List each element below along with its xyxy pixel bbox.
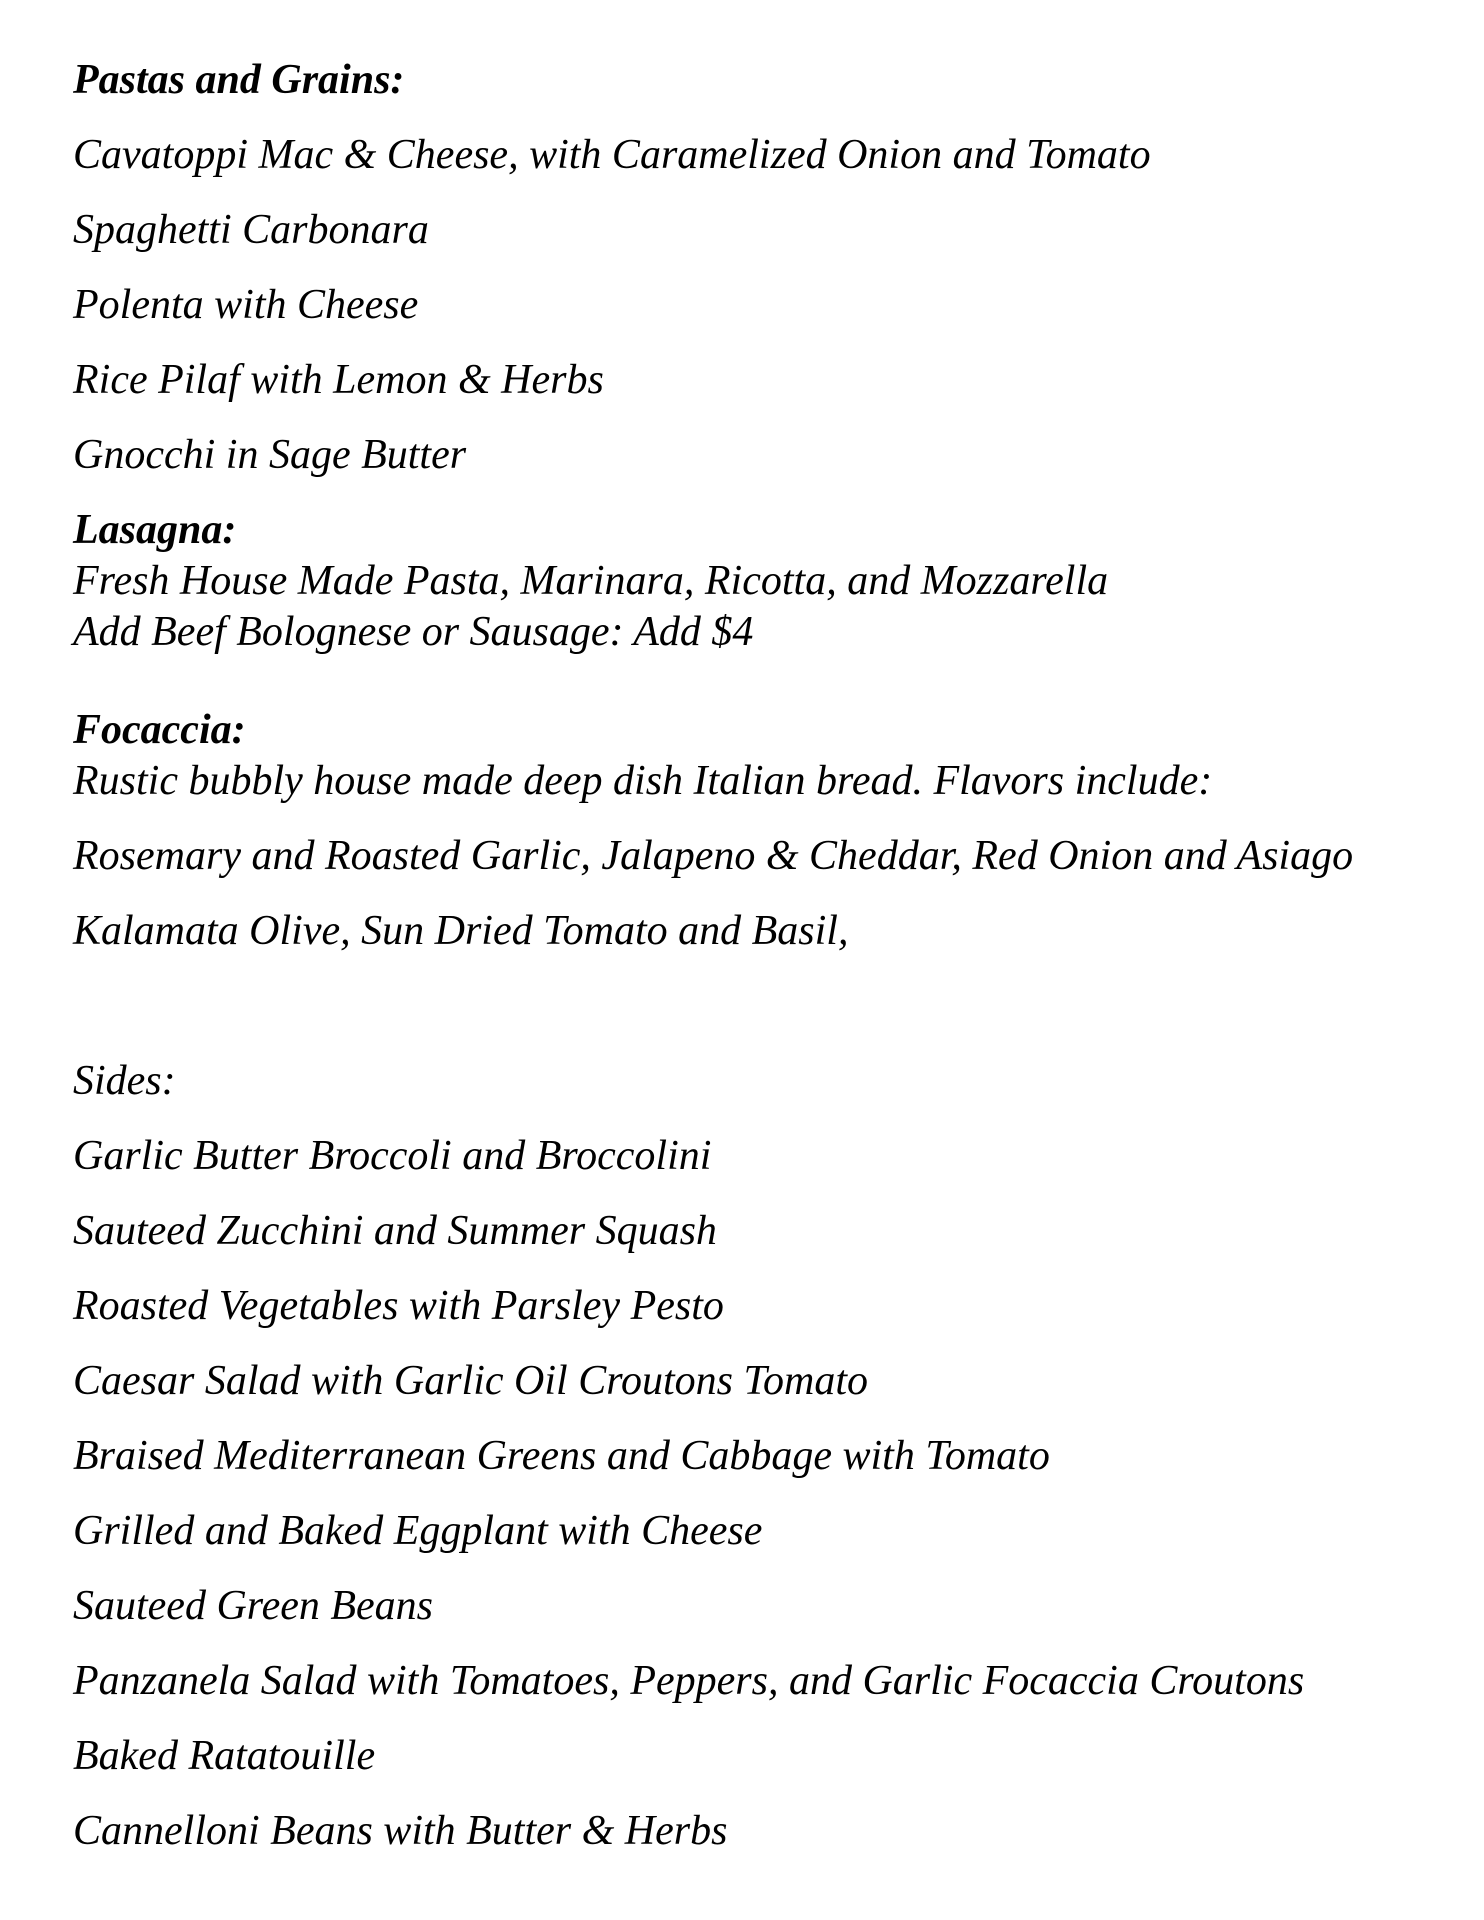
focaccia-flavors: Rosemary and Roasted Garlic, Jalapeno & Cheddar, Red Onion and Asiago: [73, 833, 1354, 879]
side-item: Baked Ratatouille: [73, 1733, 376, 1779]
focaccia-description: Rustic bubbly house made deep dish Italian bread. Flavors include:: [73, 758, 1213, 804]
menu-item: Rice Pilaf with Lemon & Herbs: [73, 357, 604, 403]
menu-item: Spaghetti Carbonara: [73, 207, 429, 253]
sides-heading: Sides:: [73, 1058, 176, 1104]
pastas-grains-heading: Pastas and Grains:: [73, 57, 405, 103]
side-item: Roasted Vegetables with Parsley Pesto: [73, 1283, 724, 1329]
menu-item: Polenta with Cheese: [73, 282, 419, 328]
side-item: Garlic Butter Broccoli and Broccolini: [73, 1133, 712, 1179]
side-item: Panzanela Salad with Tomatoes, Peppers, and Garlic Focaccia Croutons: [73, 1658, 1305, 1704]
menu-page: [73, 0, 1463, 1920]
side-item: Grilled and Baked Eggplant with Cheese: [73, 1508, 763, 1554]
lasagna-description: Fresh House Made Pasta, Marinara, Ricotta, and Mozzarella: [73, 558, 1109, 604]
side-item: Caesar Salad with Garlic Oil Croutons Tomato: [73, 1358, 869, 1404]
focaccia-flavors: Kalamata Olive, Sun Dried Tomato and Basil,: [73, 908, 849, 954]
lasagna-heading: Lasagna:: [73, 507, 237, 553]
focaccia-heading: Focaccia:: [73, 707, 246, 753]
menu-item: Gnocchi in Sage Butter: [73, 432, 467, 478]
lasagna-addon: Add Beef Bolognese or Sausage: Add $4: [73, 609, 754, 655]
side-item: Cannelloni Beans with Butter & Herbs: [73, 1808, 728, 1854]
side-item: Sauteed Green Beans: [73, 1583, 433, 1629]
side-item: Sauteed Zucchini and Summer Squash: [73, 1208, 717, 1254]
side-item: Braised Mediterranean Greens and Cabbage with Tomato: [73, 1433, 1050, 1479]
menu-item: Cavatoppi Mac & Cheese, with Caramelized Onion and Tomato: [73, 132, 1151, 178]
